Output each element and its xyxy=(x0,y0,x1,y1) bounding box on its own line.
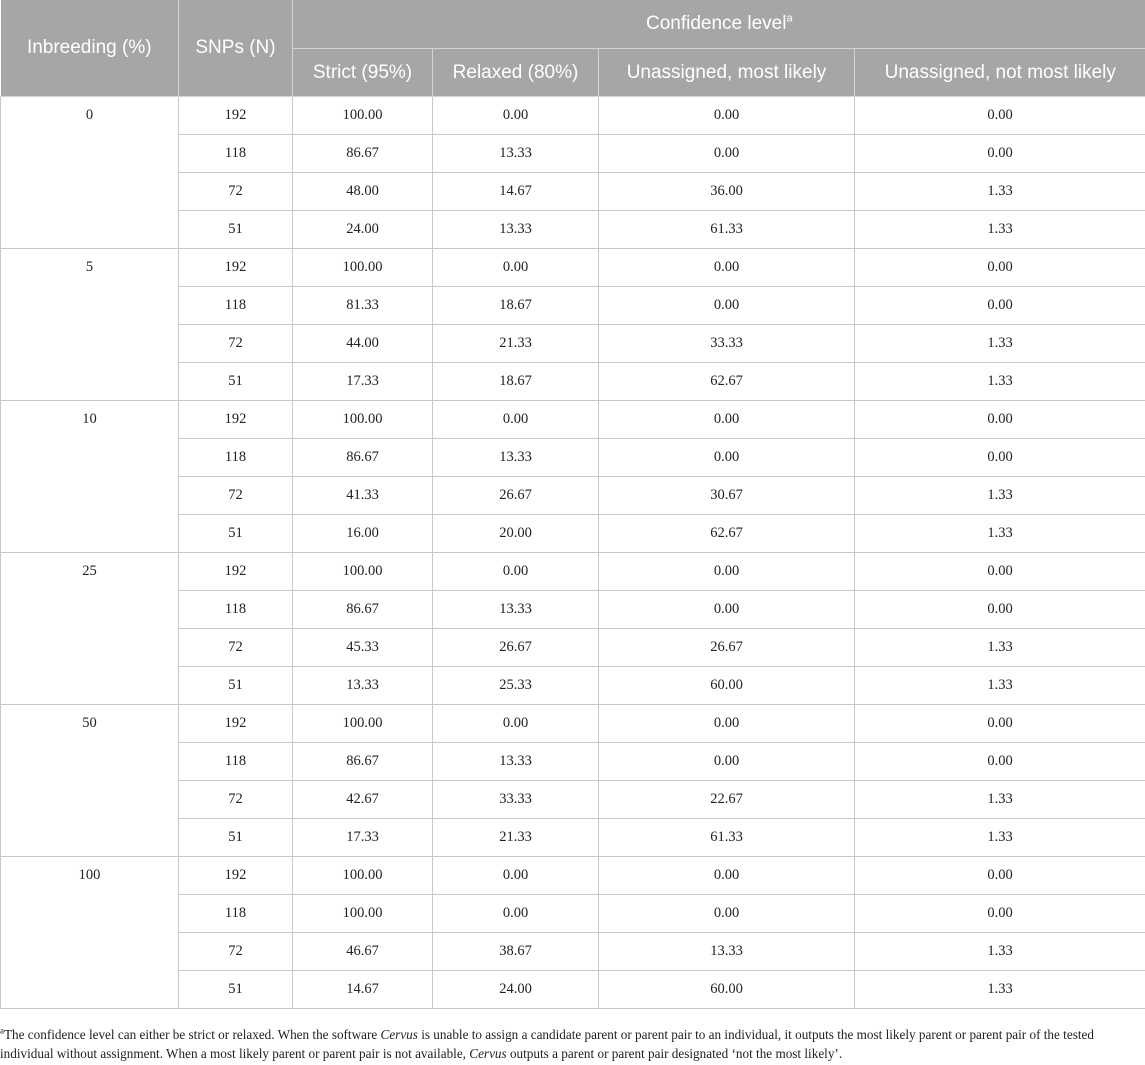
cell-relaxed: 0.00 xyxy=(433,895,599,933)
cell-strict: 100.00 xyxy=(293,895,433,933)
cell-relaxed: 20.00 xyxy=(433,515,599,553)
cell-unassigned-most-likely: 13.33 xyxy=(599,933,855,971)
cell-strict: 86.67 xyxy=(293,439,433,477)
cell-unassigned-not-most-likely: 1.33 xyxy=(855,173,1145,211)
cell-unassigned-not-most-likely: 0.00 xyxy=(855,553,1145,591)
cell-snps: 51 xyxy=(179,819,293,857)
table-row xyxy=(1,249,1145,287)
table-row xyxy=(1,401,1145,439)
cell-snps: 192 xyxy=(179,401,293,439)
cell-unassigned-not-most-likely: 1.33 xyxy=(855,819,1145,857)
cell-relaxed: 0.00 xyxy=(433,401,599,439)
cell-strict: 42.67 xyxy=(293,781,433,819)
cell-snps: 72 xyxy=(179,629,293,667)
cell-snps: 51 xyxy=(179,515,293,553)
cell-inbreeding: 0 xyxy=(1,97,179,249)
cell-unassigned-most-likely: 0.00 xyxy=(599,743,855,781)
cell-snps: 118 xyxy=(179,287,293,325)
header-unassigned-most-likely: Unassigned, most likely xyxy=(599,49,855,97)
cell-relaxed: 13.33 xyxy=(433,743,599,781)
cell-relaxed: 0.00 xyxy=(433,249,599,287)
cell-unassigned-not-most-likely: 0.00 xyxy=(855,591,1145,629)
cell-relaxed: 0.00 xyxy=(433,705,599,743)
cell-strict: 100.00 xyxy=(293,553,433,591)
cell-strict: 100.00 xyxy=(293,97,433,135)
table-row xyxy=(1,553,1145,591)
header-snps: SNPs (N) xyxy=(179,0,293,97)
cell-unassigned-not-most-likely: 0.00 xyxy=(855,895,1145,933)
cell-unassigned-most-likely: 60.00 xyxy=(599,667,855,705)
footnote-text-3: outputs a parent or parent pair designated ‘not the most likely’. xyxy=(506,1046,843,1061)
cell-strict: 45.33 xyxy=(293,629,433,667)
cell-unassigned-not-most-likely: 1.33 xyxy=(855,781,1145,819)
cell-strict: 17.33 xyxy=(293,819,433,857)
cell-unassigned-most-likely: 0.00 xyxy=(599,97,855,135)
cell-relaxed: 24.00 xyxy=(433,971,599,1009)
cell-unassigned-most-likely: 36.00 xyxy=(599,173,855,211)
cell-unassigned-most-likely: 0.00 xyxy=(599,135,855,173)
cell-snps: 192 xyxy=(179,249,293,287)
cell-unassigned-not-most-likely: 0.00 xyxy=(855,857,1145,895)
cell-unassigned-not-most-likely: 0.00 xyxy=(855,135,1145,173)
cell-unassigned-not-most-likely: 1.33 xyxy=(855,325,1145,363)
cell-snps: 72 xyxy=(179,933,293,971)
table-row xyxy=(1,97,1145,135)
cell-unassigned-not-most-likely: 0.00 xyxy=(855,705,1145,743)
table-body xyxy=(1,97,1145,1009)
cell-unassigned-not-most-likely: 0.00 xyxy=(855,249,1145,287)
cell-unassigned-most-likely: 62.67 xyxy=(599,363,855,401)
cell-unassigned-not-most-likely: 1.33 xyxy=(855,971,1145,1009)
cell-strict: 41.33 xyxy=(293,477,433,515)
cell-strict: 86.67 xyxy=(293,591,433,629)
cell-strict: 86.67 xyxy=(293,135,433,173)
cell-strict: 13.33 xyxy=(293,667,433,705)
cell-unassigned-not-most-likely: 1.33 xyxy=(855,667,1145,705)
cell-snps: 118 xyxy=(179,743,293,781)
cell-snps: 51 xyxy=(179,971,293,1009)
cell-inbreeding: 50 xyxy=(1,705,179,857)
cell-relaxed: 38.67 xyxy=(433,933,599,971)
cell-unassigned-most-likely: 0.00 xyxy=(599,857,855,895)
cell-strict: 100.00 xyxy=(293,401,433,439)
cell-snps: 51 xyxy=(179,211,293,249)
cell-relaxed: 18.67 xyxy=(433,363,599,401)
cell-unassigned-most-likely: 26.67 xyxy=(599,629,855,667)
header-confidence-level xyxy=(293,0,1145,49)
cell-snps: 118 xyxy=(179,439,293,477)
cell-relaxed: 26.67 xyxy=(433,477,599,515)
table-row xyxy=(1,857,1145,895)
footnote-marker: a xyxy=(0,1025,4,1036)
cell-snps: 72 xyxy=(179,781,293,819)
footnote-software-name: Cervus xyxy=(380,1027,418,1042)
cell-strict: 16.00 xyxy=(293,515,433,553)
cell-snps: 118 xyxy=(179,591,293,629)
cell-strict: 14.67 xyxy=(293,971,433,1009)
cell-strict: 100.00 xyxy=(293,857,433,895)
cell-strict: 44.00 xyxy=(293,325,433,363)
cell-snps: 51 xyxy=(179,667,293,705)
cell-unassigned-not-most-likely: 1.33 xyxy=(855,363,1145,401)
cell-strict: 100.00 xyxy=(293,705,433,743)
cell-snps: 118 xyxy=(179,895,293,933)
cell-relaxed: 14.67 xyxy=(433,173,599,211)
cell-unassigned-most-likely: 0.00 xyxy=(599,553,855,591)
cell-unassigned-most-likely: 0.00 xyxy=(599,401,855,439)
cell-unassigned-most-likely: 22.67 xyxy=(599,781,855,819)
cell-unassigned-most-likely: 61.33 xyxy=(599,211,855,249)
header-strict: Strict (95%) xyxy=(293,49,433,97)
table-header xyxy=(1,0,1145,97)
cell-unassigned-most-likely: 0.00 xyxy=(599,287,855,325)
cell-relaxed: 0.00 xyxy=(433,553,599,591)
cell-relaxed: 13.33 xyxy=(433,591,599,629)
cell-unassigned-not-most-likely: 1.33 xyxy=(855,477,1145,515)
cell-strict: 17.33 xyxy=(293,363,433,401)
cell-snps: 72 xyxy=(179,477,293,515)
cell-unassigned-most-likely: 30.67 xyxy=(599,477,855,515)
cell-snps: 192 xyxy=(179,705,293,743)
cell-snps: 118 xyxy=(179,135,293,173)
cell-snps: 51 xyxy=(179,363,293,401)
cell-unassigned-not-most-likely: 0.00 xyxy=(855,743,1145,781)
cell-unassigned-not-most-likely: 0.00 xyxy=(855,97,1145,135)
cell-snps: 72 xyxy=(179,173,293,211)
table-footnote xyxy=(0,1025,1145,1063)
cell-unassigned-most-likely: 62.67 xyxy=(599,515,855,553)
footnote-text-1: The confidence level can either be strict or relaxed. When the software xyxy=(4,1027,381,1042)
cell-relaxed: 21.33 xyxy=(433,325,599,363)
cell-unassigned-not-most-likely: 1.33 xyxy=(855,515,1145,553)
header-relaxed: Relaxed (80%) xyxy=(433,49,599,97)
footnote-marker-header: a xyxy=(786,12,793,25)
table-row xyxy=(1,705,1145,743)
cell-unassigned-not-most-likely: 0.00 xyxy=(855,439,1145,477)
cell-relaxed: 13.33 xyxy=(433,135,599,173)
cell-snps: 72 xyxy=(179,325,293,363)
cell-unassigned-most-likely: 0.00 xyxy=(599,895,855,933)
cell-relaxed: 18.67 xyxy=(433,287,599,325)
cell-unassigned-most-likely: 0.00 xyxy=(599,439,855,477)
cell-unassigned-most-likely: 0.00 xyxy=(599,249,855,287)
cell-relaxed: 0.00 xyxy=(433,97,599,135)
cell-inbreeding: 10 xyxy=(1,401,179,553)
cell-inbreeding: 5 xyxy=(1,249,179,401)
cell-unassigned-not-most-likely: 1.33 xyxy=(855,933,1145,971)
cell-unassigned-not-most-likely: 0.00 xyxy=(855,287,1145,325)
cell-inbreeding: 100 xyxy=(1,857,179,1009)
cell-unassigned-not-most-likely: 1.33 xyxy=(855,211,1145,249)
footnote-software-name: Cervus xyxy=(469,1046,507,1061)
cell-unassigned-most-likely: 60.00 xyxy=(599,971,855,1009)
cell-unassigned-most-likely: 61.33 xyxy=(599,819,855,857)
cell-relaxed: 0.00 xyxy=(433,857,599,895)
cell-unassigned-not-most-likely: 1.33 xyxy=(855,629,1145,667)
cell-snps: 192 xyxy=(179,97,293,135)
cell-unassigned-not-most-likely: 0.00 xyxy=(855,401,1145,439)
cell-strict: 86.67 xyxy=(293,743,433,781)
cell-strict: 100.00 xyxy=(293,249,433,287)
cell-relaxed: 13.33 xyxy=(433,211,599,249)
header-confidence-label: Confidence level xyxy=(645,13,787,34)
cell-unassigned-most-likely: 0.00 xyxy=(599,591,855,629)
cell-relaxed: 21.33 xyxy=(433,819,599,857)
cell-inbreeding: 25 xyxy=(1,553,179,705)
cell-relaxed: 26.67 xyxy=(433,629,599,667)
header-inbreeding: Inbreeding (%) xyxy=(1,0,179,97)
cell-strict: 81.33 xyxy=(293,287,433,325)
cell-unassigned-most-likely: 0.00 xyxy=(599,705,855,743)
cell-snps: 192 xyxy=(179,857,293,895)
cell-relaxed: 13.33 xyxy=(433,439,599,477)
cell-relaxed: 25.33 xyxy=(433,667,599,705)
footnote-text-2: is unable to assign a candidate parent or parent pair to an individual, it outputs the most likely parent or parent pair of the tested individual without assignment. When a most likely parent or parent pair is not available, xyxy=(0,1027,1094,1061)
cell-strict: 46.67 xyxy=(293,933,433,971)
header-unassigned-not-most-likely: Unassigned, not most likely xyxy=(855,49,1145,97)
cell-snps: 192 xyxy=(179,553,293,591)
cell-relaxed: 33.33 xyxy=(433,781,599,819)
cell-strict: 48.00 xyxy=(293,173,433,211)
cell-strict: 24.00 xyxy=(293,211,433,249)
cell-unassigned-most-likely: 33.33 xyxy=(599,325,855,363)
